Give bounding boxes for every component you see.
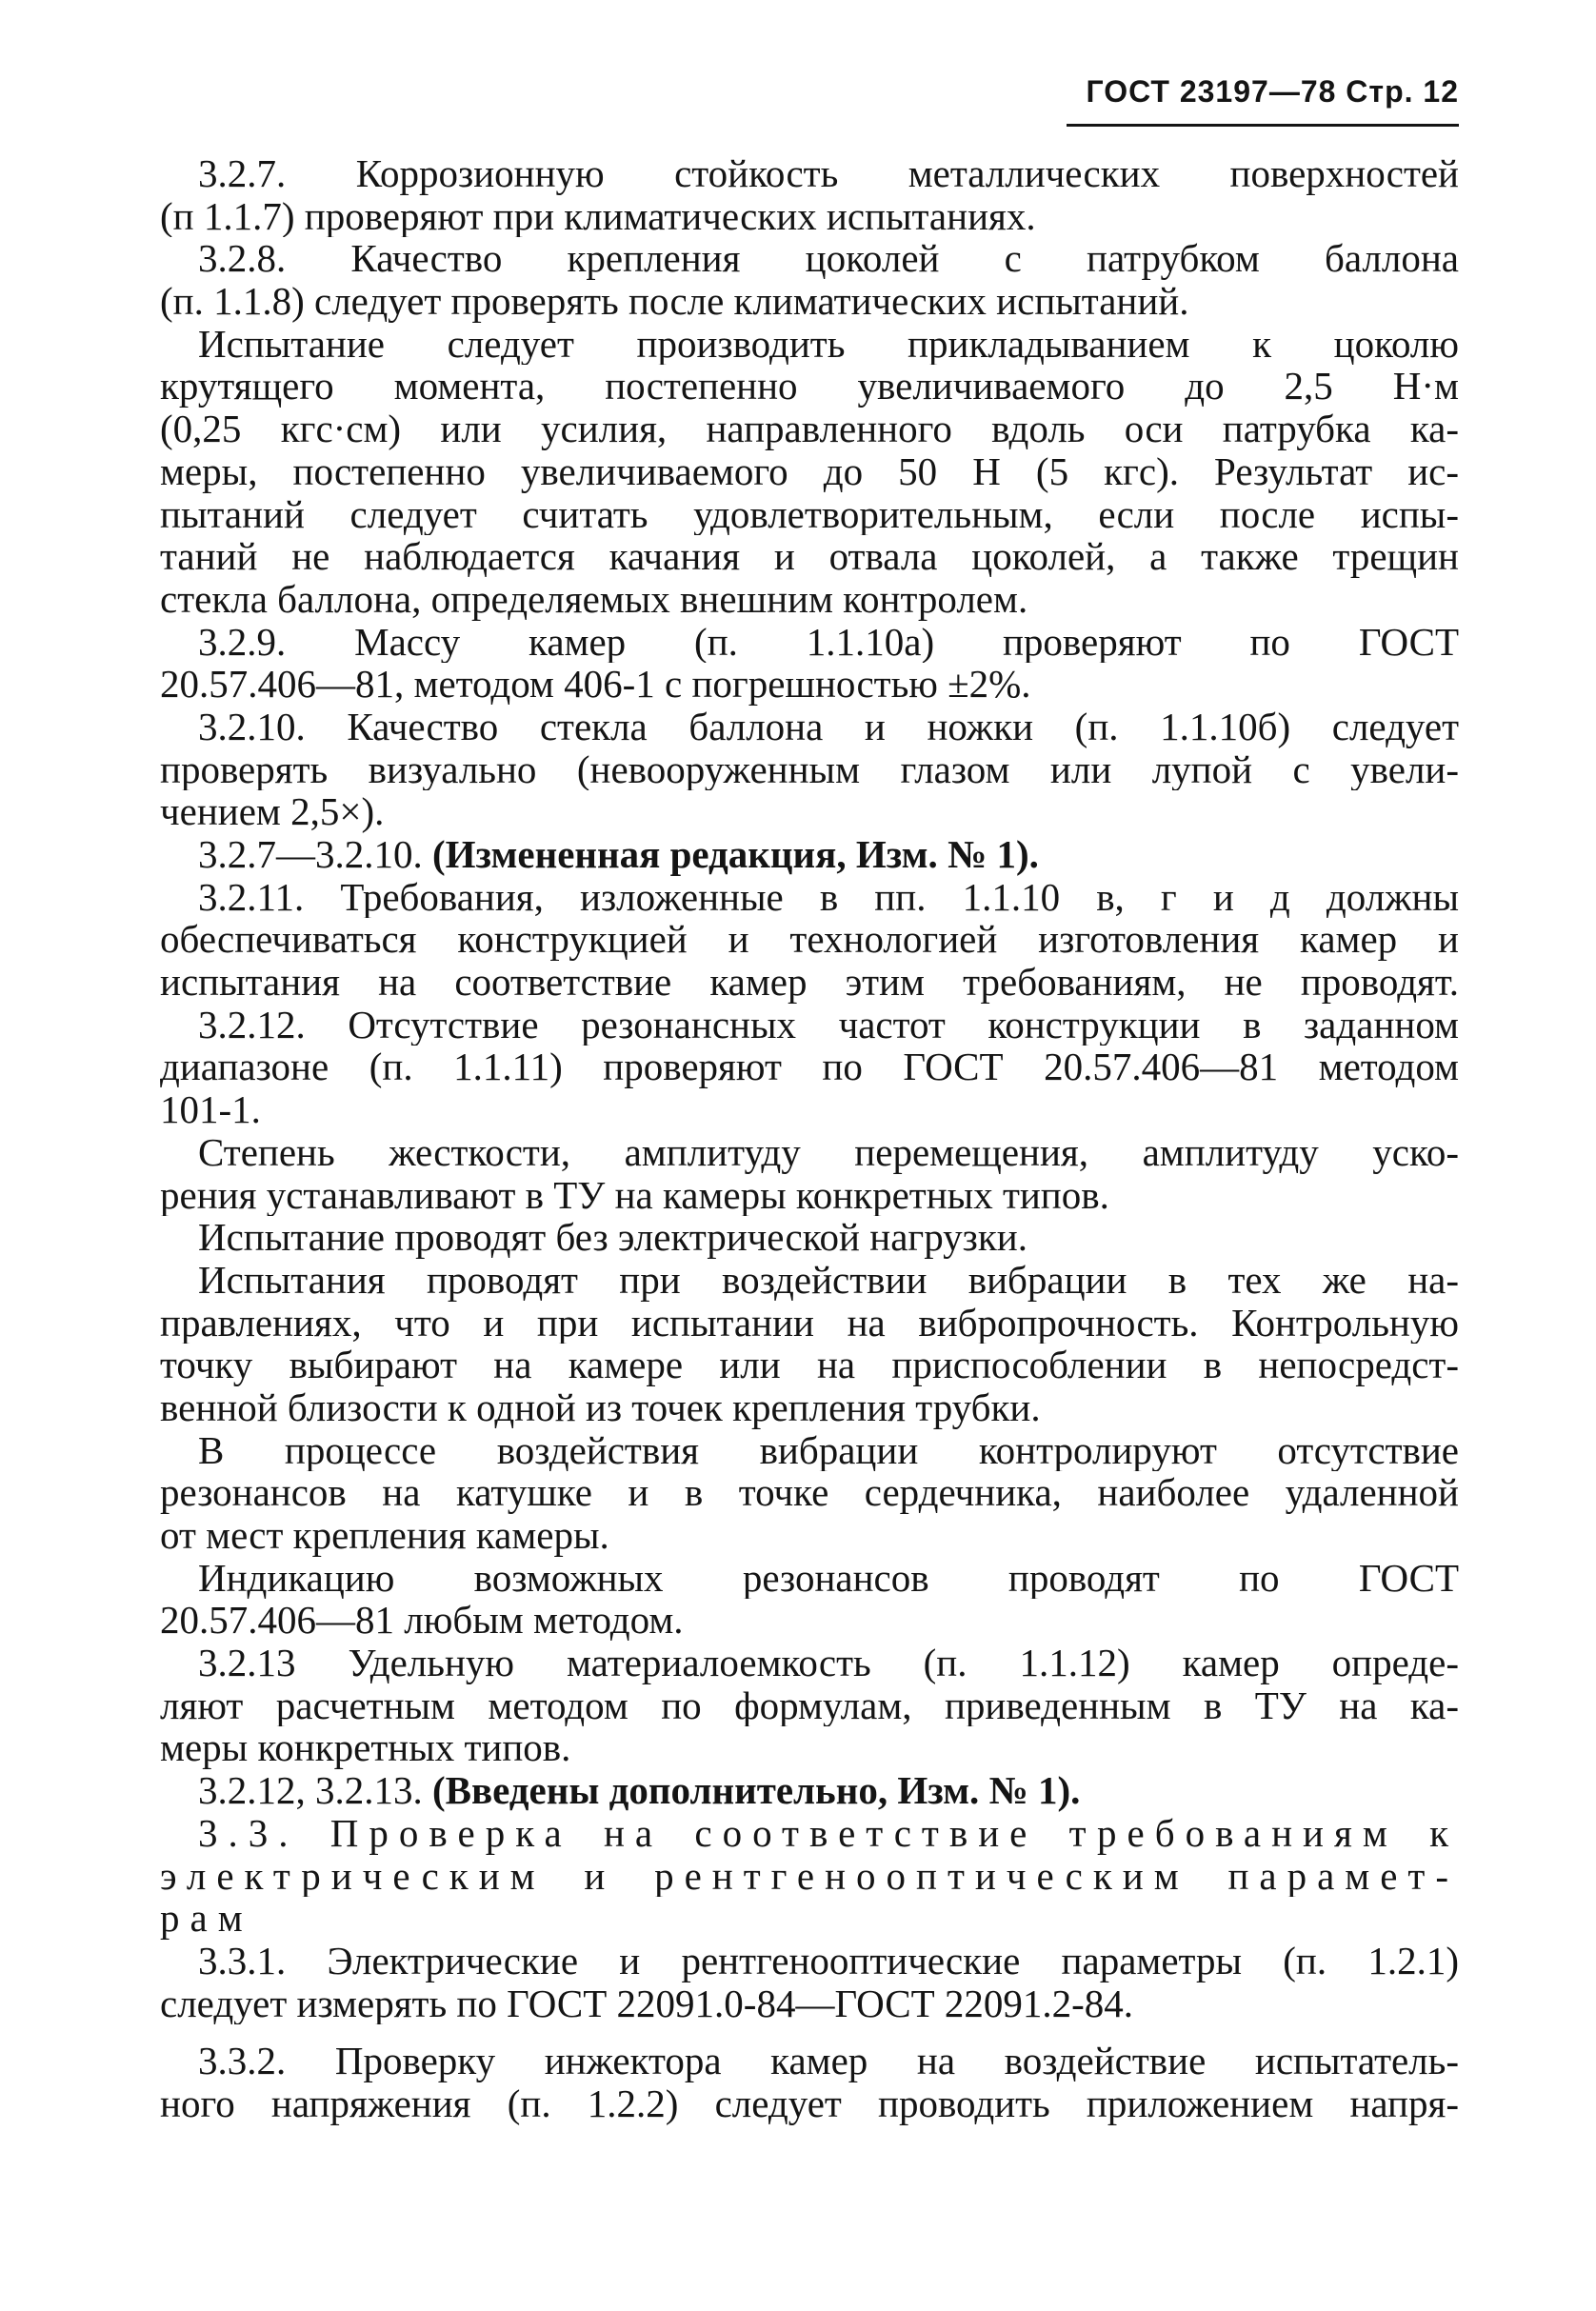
- line-text: таний не наблюдается качания и отвала цоколей, а также трещин: [160, 535, 1459, 578]
- text-line: [160, 1429, 1459, 1472]
- line-text: Испытания проводят при воздействии вибрации в тех же на-: [198, 1258, 1459, 1302]
- text-line: [160, 1216, 1459, 1259]
- line-bold-text: (Измененная редакция, Изм. № 1).: [432, 833, 1039, 876]
- line-text: точку выбирают на камере или на приспособлении в непосредст-: [160, 1344, 1459, 1386]
- text-line: [160, 621, 1459, 664]
- text-line: [160, 493, 1459, 536]
- text-line: [160, 1004, 1459, 1046]
- text-line: [160, 1174, 1459, 1217]
- line-text: 3.2.7. Коррозионную стойкость металлических поверхностей: [198, 152, 1459, 195]
- text-line: [160, 323, 1459, 366]
- line-text: резонансов на катушке и в точке сердечника, наиболее удаленной: [160, 1471, 1459, 1514]
- text-line: [160, 790, 1459, 833]
- line-text: В процессе воздействия вибрации контролируют отсутствие: [198, 1428, 1459, 1472]
- line-text: ного напряжения (п. 1.2.2) следует проводить приложением напря-: [160, 2082, 1459, 2125]
- line-text: проверять визуально (невооруженным глазом или лупой с увели-: [160, 747, 1459, 791]
- line-text: чением 2,5×).: [160, 790, 385, 833]
- text-line: [160, 1940, 1459, 1982]
- line-text: 3.3.1. Электрические и рентгенооптические параметры (п. 1.2.1): [198, 1939, 1459, 1982]
- text-line: [160, 2040, 1459, 2082]
- text-line: [160, 1088, 1459, 1131]
- text-line: [160, 833, 1459, 876]
- line-text: (п. 1.1.8) следует проверять после климатических испытаний.: [160, 280, 1189, 323]
- line-text: электрическим и рентгенооптическим парамет-: [160, 1854, 1459, 1898]
- text-line: [160, 918, 1459, 961]
- line-text: 101-1.: [160, 1088, 261, 1131]
- line-text: 3.3. Проверка на соответствие требованиям к: [198, 1811, 1459, 1855]
- line-text: пытаний следует считать удовлетворительным, если после испы-: [160, 492, 1459, 536]
- line-text: испытания на соответствие камер этим требованиям, не проводят.: [160, 961, 1459, 1004]
- text-line: [160, 1514, 1459, 1557]
- page-header: ГОСТ 23197—78 Стр. 12: [1086, 74, 1459, 109]
- text-line: [160, 578, 1459, 621]
- line-text: 3.2.12, 3.2.13.: [198, 1769, 432, 1812]
- text-line: [160, 1471, 1459, 1514]
- text-line: [160, 1599, 1459, 1642]
- line-text: 3.2.12. Отсутствие резонансных частот конструкции в заданном: [198, 1003, 1459, 1046]
- text-line: [160, 1769, 1459, 1812]
- line-text: крутящего момента, постепенно увеличиваемого до 2,5 Н·м: [160, 365, 1459, 408]
- line-text: 3.2.10. Качество стекла баллона и ножки (п. 1.1.10б) следует: [198, 705, 1459, 748]
- text-line: [160, 1344, 1459, 1386]
- line-text: меры, постепенно увеличиваемого до 50 Н (5 кгс). Результат ис-: [160, 449, 1459, 493]
- text-line: [160, 1557, 1459, 1600]
- text-line: [160, 2082, 1459, 2125]
- text-line: [160, 408, 1459, 450]
- line-text: обеспечиваться конструкцией и технологией изготовления камер и: [160, 918, 1459, 962]
- document-body: [160, 152, 1459, 2125]
- line-text: 20.57.406—81 любым методом.: [160, 1599, 684, 1643]
- text-line: [160, 1726, 1459, 1769]
- text-line: [160, 1302, 1459, 1345]
- text-line: [160, 450, 1459, 493]
- text-line: [160, 237, 1459, 280]
- line-text: меры конкретных типов.: [160, 1726, 571, 1770]
- text-line: [160, 280, 1459, 323]
- line-text: диапазоне (п. 1.1.11) проверяют по ГОСТ 20.57.406—81 методом: [160, 1046, 1459, 1089]
- text-line: [160, 195, 1459, 238]
- line-text: следует измерять по ГОСТ 22091.0-84—ГОСТ 22091.2-84.: [160, 1982, 1134, 2025]
- line-text: стекла баллона, определяемых внешним контролем.: [160, 577, 1028, 621]
- line-text: рам: [160, 1897, 253, 1940]
- line-text: Степень жесткости, амплитуду перемещения, амплитуду уско-: [198, 1130, 1459, 1174]
- line-bold-text: (Введены дополнительно, Изм. № 1).: [432, 1769, 1081, 1812]
- line-text: 3.2.11. Требования, изложенные в пп. 1.1.10 в, г и д должны: [198, 875, 1459, 919]
- line-text: 3.2.13 Удельную материалоемкость (п. 1.1.12) камер опреде-: [198, 1642, 1459, 1684]
- line-text: правлениях, что и при испытании на вибропрочность. Контрольную: [160, 1301, 1459, 1345]
- line-text: 3.2.8. Качество крепления цоколей с патрубком баллона: [198, 237, 1459, 281]
- text-line: [160, 1259, 1459, 1302]
- line-text: (0,25 кгс·см) или усилия, направленного вдоль оси патрубка ка-: [160, 408, 1459, 450]
- text-line: [160, 706, 1459, 748]
- line-text: Индикацию возможных резонансов проводят по ГОСТ: [198, 1556, 1459, 1600]
- line-text: рения устанавливают в ТУ на камеры конкретных типов.: [160, 1173, 1109, 1217]
- text-line: [160, 1046, 1459, 1088]
- line-text: 3.2.9. Массу камер (п. 1.1.10а) проверяют по ГОСТ: [198, 620, 1459, 664]
- line-text: от мест крепления камеры.: [160, 1514, 609, 1557]
- line-text: 3.2.7—3.2.10.: [198, 833, 432, 876]
- text-line: [160, 1642, 1459, 1684]
- line-text: (п 1.1.7) проверяют при климатических испытаниях.: [160, 194, 1036, 238]
- paragraph-gap: [160, 2024, 1459, 2040]
- text-line: [160, 961, 1459, 1004]
- text-line: [160, 365, 1459, 408]
- header-rule: [1067, 124, 1459, 127]
- line-text: венной близости к одной из точек крепления трубки.: [160, 1385, 1041, 1429]
- line-text: 20.57.406—81, методом 406-1 с погрешностью ±2%.: [160, 663, 1031, 706]
- text-line: [160, 1684, 1459, 1727]
- line-text: ляют расчетным методом по формулам, приведенным в ТУ на ка-: [160, 1683, 1459, 1727]
- text-line: [160, 876, 1459, 919]
- line-text: Испытание следует производить прикладыванием к цоколю: [198, 322, 1459, 366]
- text-line: [160, 1131, 1459, 1174]
- text-line: [160, 1982, 1459, 2025]
- text-line: [160, 1855, 1459, 1898]
- line-text: Испытание проводят без электрической нагрузки.: [198, 1216, 1027, 1259]
- text-line: [160, 152, 1459, 195]
- text-line: [160, 748, 1459, 791]
- text-line: [160, 663, 1459, 706]
- text-line: [160, 1812, 1459, 1855]
- text-line: [160, 1897, 1459, 1940]
- text-line: [160, 535, 1459, 578]
- line-text: 3.3.2. Проверку инжектора камер на воздействие испытатель-: [198, 2040, 1459, 2082]
- text-line: [160, 1386, 1459, 1429]
